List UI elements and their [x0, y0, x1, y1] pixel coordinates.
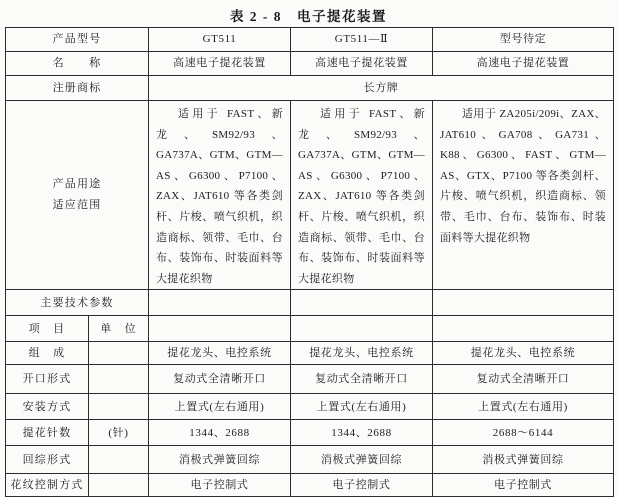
usage-label-line2: 适应范围: [52, 199, 102, 212]
cell-return-1: 消极式弹簧回综: [149, 446, 291, 474]
row-needle-count: [6, 420, 614, 446]
header-item: 项 目: [6, 316, 89, 342]
cell-empty: [291, 316, 433, 342]
cell-mounting-1: 上置式(左右通用): [149, 394, 291, 420]
cell-composition-2: 提花龙头、电控系统: [291, 342, 433, 365]
row-label-usage-scope: [6, 101, 149, 290]
row-label-heald-return: 回综形式: [6, 446, 89, 474]
row-label-main-parameters: 主要技术参数: [6, 290, 149, 316]
table-title: 表 2 - 8 电子提花装置: [229, 9, 388, 24]
cell-name-2: 高速电子提花装置: [291, 52, 433, 76]
cell-needles-1: 1344、2688: [149, 420, 291, 446]
cell-mounting-3: 上置式(左右通用): [433, 394, 614, 420]
row-label-trademark: 注册商标: [6, 76, 149, 101]
cell-model-gt511-2: GT511—Ⅱ: [291, 28, 433, 52]
row-label-shedding-type: 开口形式: [6, 365, 89, 394]
cell-name-1: 高速电子提花装置: [149, 52, 291, 76]
cell-trademark-merged: 长方牌: [149, 76, 614, 101]
cell-empty: [291, 290, 433, 316]
jacquard-spec-table: [5, 27, 614, 497]
row-shedding-type: [6, 365, 614, 394]
cell-empty: [433, 316, 614, 342]
row-usage-scope: [6, 101, 614, 290]
cell-needles-2: 1344、2688: [291, 420, 433, 446]
row-label-pattern-control: 花纹控制方式: [6, 474, 89, 497]
cell-shedding-2: 复动式全清晰开口: [291, 365, 433, 394]
cell-usage-gt511-2: 适用于 FAST、新龙、SM92/93、GA737A、GTM、GTM—AS、G6300、P7100、ZAX、JAT610 等各类剑杆、片梭、喷气织机，织造商标、领带、毛巾、台布、装饰布、时装面料等大提花织物: [291, 101, 433, 290]
cell-control-2: 电子控制式: [291, 474, 433, 497]
cell-unit-needle: (针): [89, 420, 149, 446]
cell-unit-empty: [89, 365, 149, 394]
cell-empty: [433, 290, 614, 316]
row-name: [6, 52, 614, 76]
row-main-parameters: [6, 290, 614, 316]
cell-control-3: 电子控制式: [433, 474, 614, 497]
row-composition: [6, 342, 614, 365]
row-item-unit-header: [6, 316, 614, 342]
cell-unit-empty: [89, 446, 149, 474]
row-label-mounting-type: 安装方式: [6, 394, 89, 420]
cell-unit-empty: [89, 474, 149, 497]
cell-shedding-1: 复动式全清晰开口: [149, 365, 291, 394]
usage-label-line1: 产品用途: [52, 178, 102, 191]
row-trademark: [6, 76, 614, 101]
cell-model-tbd: 型号待定: [433, 28, 614, 52]
cell-empty: [149, 290, 291, 316]
cell-usage-tbd: 适用于 ZA205i/209i、ZAX、JAT610、GA708、GA731、K88、G6300、FAST、GTM—AS、GTX、P7100 等各类剑杆、片梭、喷气织机，织造商标、领带、毛巾、台布、装饰布、时装面料等大提花织物: [433, 101, 614, 290]
row-mounting-type: [6, 394, 614, 420]
cell-usage-gt511: 适用于 FAST、新龙、SM92/93、GA737A、GTM、GTM—AS、G6300、P7100、ZAX、JAT610 等各类剑杆、片梭、喷气织机，织造商标、领带、毛巾、台布、装饰布、时装面料等大提花织物: [149, 101, 291, 290]
row-label-name: 名 称: [6, 52, 149, 76]
row-heald-return-type: [6, 446, 614, 474]
cell-composition-3: 提花龙头、电控系统: [433, 342, 614, 365]
row-label-product-model: 产品型号: [6, 28, 149, 52]
row-label-needle-count: 提花针数: [6, 420, 89, 446]
cell-shedding-3: 复动式全清晰开口: [433, 365, 614, 394]
cell-composition-1: 提花龙头、电控系统: [149, 342, 291, 365]
cell-empty: [149, 316, 291, 342]
cell-name-3: 高速电子提花装置: [433, 52, 614, 76]
row-pattern-control: [6, 474, 614, 497]
cell-mounting-2: 上置式(左右通用): [291, 394, 433, 420]
row-product-model: [6, 28, 614, 52]
cell-return-2: 消极式弹簧回综: [291, 446, 433, 474]
row-label-composition: 组 成: [6, 342, 89, 365]
cell-model-gt511: GT511: [149, 28, 291, 52]
cell-needles-3: 2688～6144: [433, 420, 614, 446]
cell-control-1: 电子控制式: [149, 474, 291, 497]
header-unit: 单 位: [89, 316, 149, 342]
cell-unit-empty: [89, 394, 149, 420]
cell-return-3: 消极式弹簧回综: [433, 446, 614, 474]
cell-unit-empty: [89, 342, 149, 365]
